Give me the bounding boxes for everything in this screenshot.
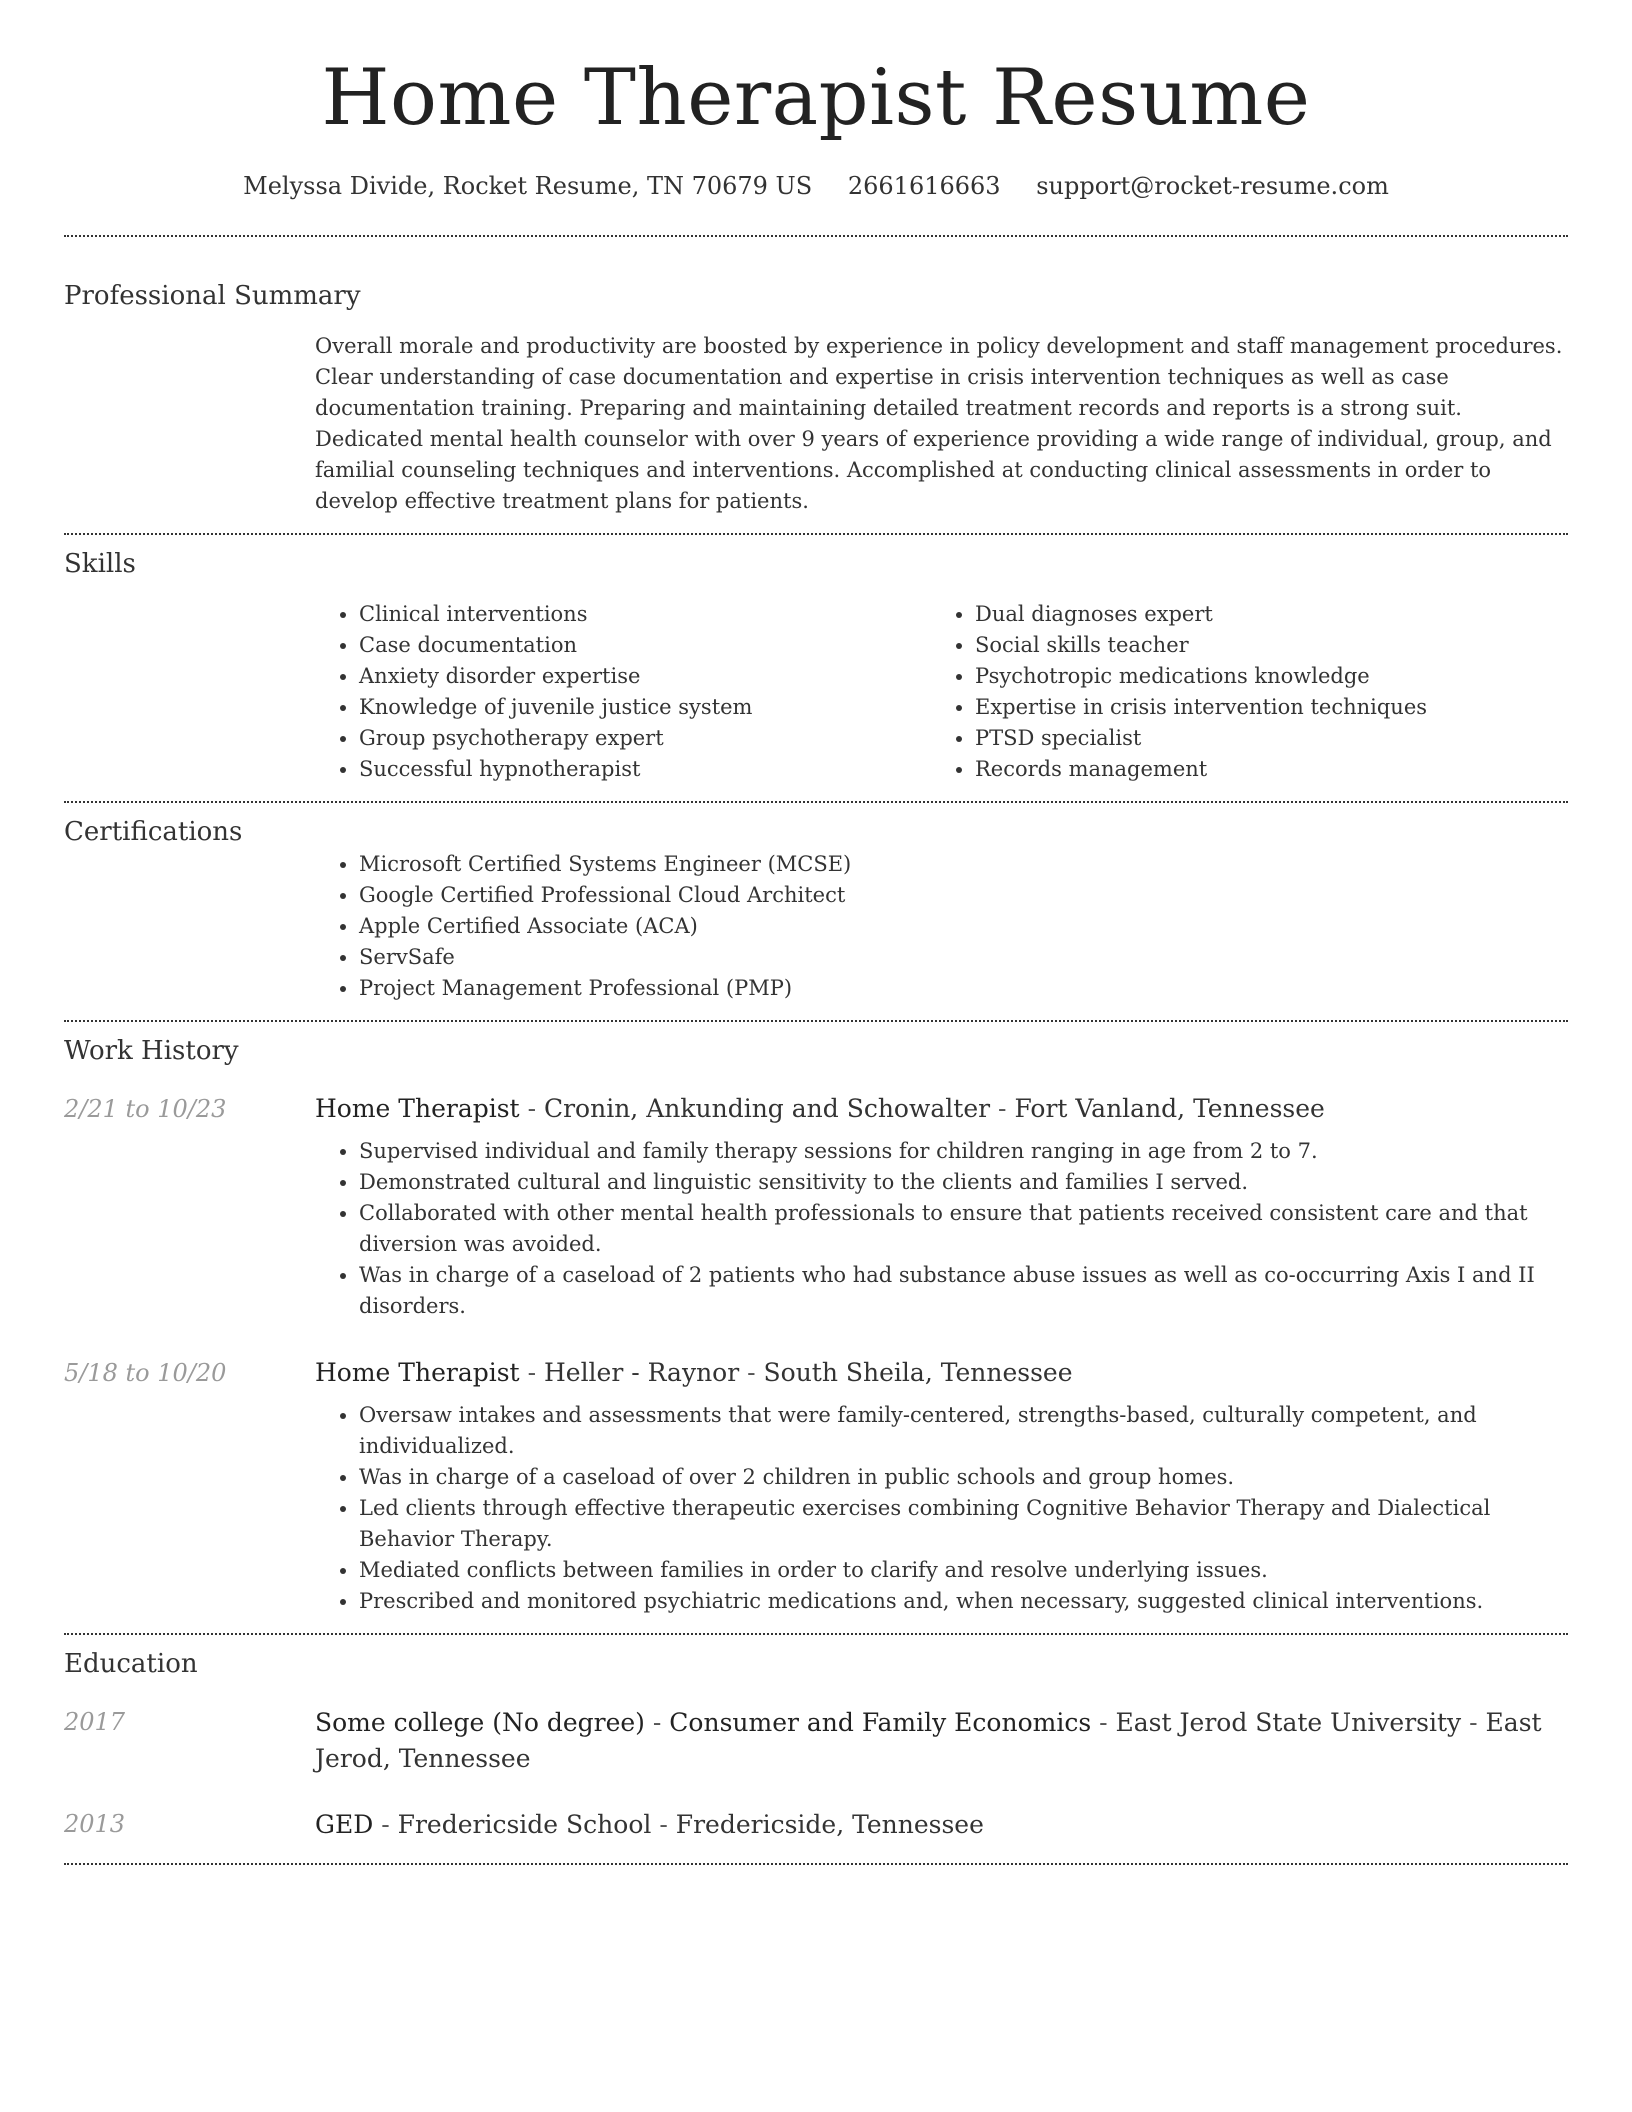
list-item: • Apple Certified Associate (ACA) (359, 911, 1568, 942)
job-location: Fort Vanland, Tennessee (1014, 1094, 1325, 1123)
certifications-heading: Certifications (64, 817, 243, 847)
list-item: • Was in charge of a caseload of 2 patients who had substance abuse issues as well as co-occurring Axis I and II disorders. (359, 1260, 1568, 1322)
resume-header (64, 0, 1568, 202)
education-degree: GED (315, 1810, 374, 1839)
contact-address: Melyssa Divide, Rocket Resume, TN 70679 US (243, 172, 813, 200)
contact-email: support@rocket-resume.com (1036, 172, 1389, 200)
education-location: East Jerod, Tennessee (315, 1708, 1542, 1773)
education-entry (64, 1705, 1568, 1777)
education-location: Fredericside, Tennessee (675, 1810, 984, 1839)
list-item: • ServSafe (359, 942, 1568, 973)
skills-list-left (315, 599, 931, 785)
job-dates: 2/21 to 10/23 (64, 1095, 227, 1123)
list-item: • Led clients through effective therapeutic exercises combining Cognitive Behavior Therapy and Dialectical Behavior Therapy. (359, 1493, 1568, 1555)
work-section (64, 1022, 1568, 1633)
skills-section (64, 535, 1568, 801)
job-bullets (315, 1136, 1568, 1322)
job-heading: Home Therapist - Heller - Raynor - South Sheila, Tennessee (315, 1358, 1073, 1387)
education-entry (64, 1807, 1568, 1843)
certifications-list (315, 849, 1568, 1004)
skills-heading: Skills (64, 549, 136, 579)
job-role: Home Therapist (315, 1094, 520, 1123)
list-item: • Clinical interventions (359, 599, 931, 630)
job-bullets (315, 1400, 1568, 1617)
education-year: 2013 (64, 1810, 126, 1838)
education-school: East Jerod State University (1115, 1708, 1462, 1737)
list-item: • Project Management Professional (PMP) (359, 973, 1568, 1004)
list-item: • Anxiety disorder expertise (359, 661, 931, 692)
list-item: • Psychotropic medications knowledge (975, 661, 1547, 692)
contact-phone: 2661616663 (847, 172, 1001, 200)
summary-text: Overall morale and productivity are boosted by experience in policy development and staff management procedures. Clear understanding of case documentation and expertise in crisis intervention techniques as well as case documentation training. Preparing and maintaining detailed treatment records and reports is a strong suit. Dedicated mental health counselor with over 9 years of experience providing a wide range of individual, group, and familial counseling techniques and interventions. Accomplished at conducting clinical assessments in order to develop effective treatment plans for patients. (315, 334, 1563, 513)
list-item: • Was in charge of a caseload of over 2 children in public schools and group homes. (359, 1462, 1568, 1493)
list-item: • Collaborated with other mental health professionals to ensure that patients received consistent care and that diversion was avoided. (359, 1198, 1568, 1260)
education-year: 2017 (64, 1708, 126, 1736)
job-company: Cronin, Ankunding and Schowalter (543, 1094, 991, 1123)
education-heading-line: GED - Fredericside School - Fredericside, Tennessee (315, 1810, 984, 1839)
contact-line (64, 170, 1568, 202)
list-item: • Mediated conflicts between families in order to clarify and resolve underlying issues. (359, 1555, 1568, 1586)
list-item: • Microsoft Certified Systems Engineer (MCSE) (359, 849, 1568, 880)
skills-grid (315, 599, 1568, 785)
education-heading: Education (64, 1649, 198, 1679)
education-degree: Some college (No degree) (315, 1708, 645, 1737)
list-item: • Social skills teacher (975, 630, 1547, 661)
job-entry (64, 1092, 1568, 1322)
education-field: Consumer and Family Economics (669, 1708, 1092, 1737)
divider (64, 1863, 1568, 1865)
list-item: • Group psychotherapy expert (359, 723, 931, 754)
list-item: • Supervised individual and family therapy sessions for children ranging in age from 2 to 7. (359, 1136, 1568, 1167)
job-heading: Home Therapist - Cronin, Ankunding and Schowalter - Fort Vanland, Tennessee (315, 1094, 1325, 1123)
job-role: Home Therapist (315, 1358, 520, 1387)
list-item: • PTSD specialist (975, 723, 1547, 754)
education-heading-line: Some college (No degree) - Consumer and Family Economics - East Jerod State University - East Jerod, Tennessee (315, 1708, 1542, 1773)
list-item: • Oversaw intakes and assessments that were family-centered, strengths-based, culturally competent, and individualized. (359, 1400, 1568, 1462)
list-item: • Google Certified Professional Cloud Architect (359, 880, 1568, 911)
job-company: Heller - Raynor (543, 1358, 740, 1387)
education-school: Fredericside School (397, 1810, 652, 1839)
summary-heading: Professional Summary (64, 281, 361, 311)
list-item: • Knowledge of juvenile justice system (359, 692, 931, 723)
list-item: • Expertise in crisis intervention techniques (975, 692, 1547, 723)
list-item: • Demonstrated cultural and linguistic sensitivity to the clients and families I served. (359, 1167, 1568, 1198)
job-entry (64, 1356, 1568, 1617)
job-dates: 5/18 to 10/20 (64, 1359, 227, 1387)
list-item: • Records management (975, 754, 1547, 785)
list-item: • Successful hypnotherapist (359, 754, 931, 785)
list-item: • Case documentation (359, 630, 931, 661)
skills-list-right (931, 599, 1547, 785)
education-section (64, 1635, 1568, 1863)
work-heading: Work History (64, 1036, 239, 1066)
job-location: South Sheila, Tennessee (763, 1358, 1073, 1387)
list-item: • Dual diagnoses expert (975, 599, 1547, 630)
certifications-section (64, 803, 1568, 1020)
resume-title: Home Therapist Resume (321, 53, 1311, 143)
list-item: • Prescribed and monitored psychiatric medications and, when necessary, suggested clinical interventions. (359, 1586, 1568, 1617)
summary-section (64, 237, 1568, 533)
